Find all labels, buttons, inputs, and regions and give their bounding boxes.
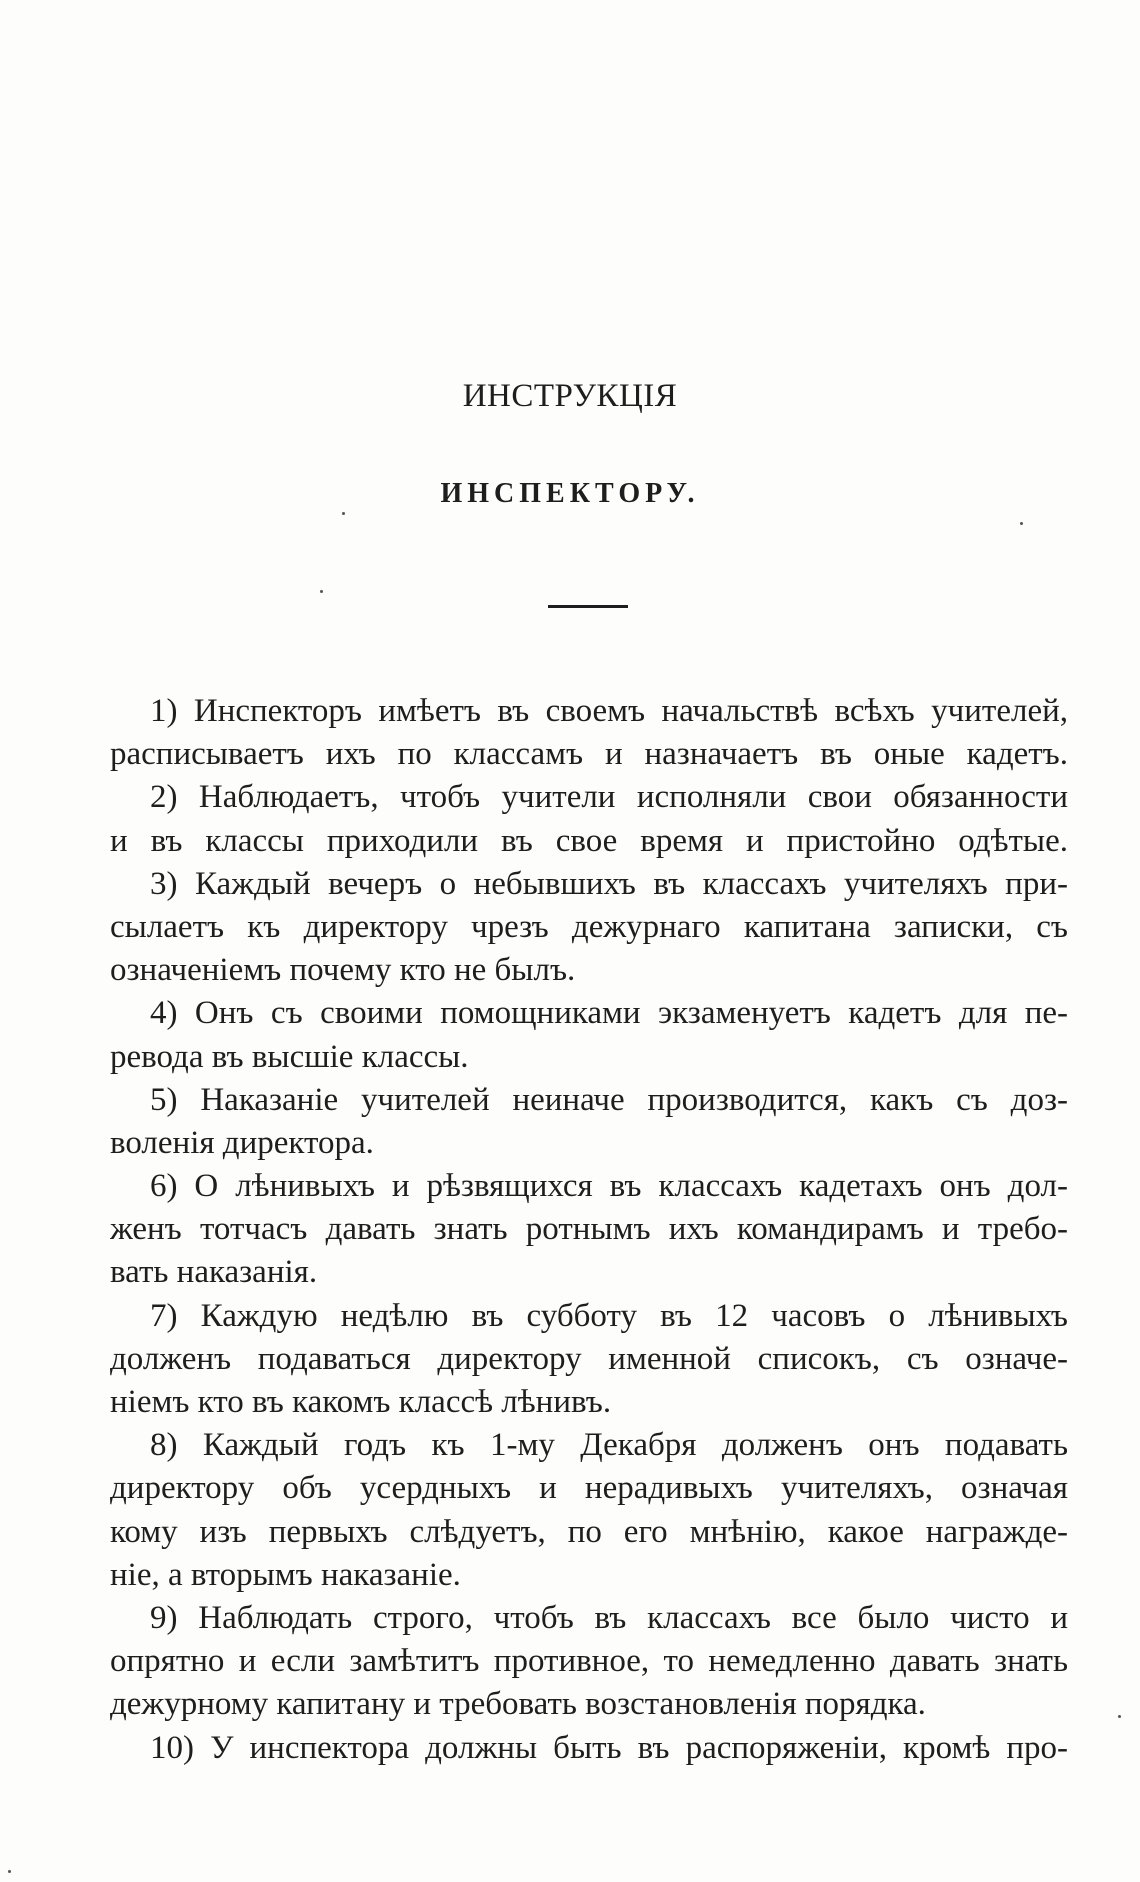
- text-line: ніемъ кто въ какомъ классѣ лѣнивъ.: [110, 1384, 612, 1420]
- text-line: директору объ усердныхъ и нерадивыхъ учителяхъ, означая: [110, 1470, 1068, 1507]
- text-line: 7) Каждую недѣлю въ субботу въ 12 часовъ о лѣнивыхъ: [150, 1297, 1068, 1334]
- text-line: 10) У инспектора должны быть въ распоряженіи, кромѣ про-: [150, 1729, 1068, 1766]
- scan-speck: [1020, 522, 1023, 525]
- scan-speck: [320, 590, 323, 593]
- text-line: опрятно и если замѣтитъ противное, то немедленно давать знать: [110, 1643, 1068, 1680]
- title-divider: [548, 605, 628, 608]
- text-line: 1) Инспекторъ имѣетъ въ своемъ начальствѣ всѣхъ учителей,: [150, 693, 1068, 729]
- text-line: кому изъ первыхъ слѣдуетъ, по его мнѣнію, какое награжде-: [110, 1513, 1068, 1550]
- text-line: долженъ подаваться директору именной списокъ, съ означе-: [110, 1340, 1068, 1377]
- text-line: 5) Наказаніе учителей неиначе производится, какъ съ доз-: [150, 1081, 1068, 1118]
- text-line: означеніемъ почему кто не былъ.: [110, 952, 576, 989]
- text-line: сылаетъ къ директору чрезъ дежурнаго капитана записки, съ: [110, 908, 1068, 945]
- text-line: вать наказанія.: [110, 1254, 318, 1291]
- text-line: ніе, а вторымъ наказаніе.: [110, 1556, 461, 1593]
- text-line: 8) Каждый годъ къ 1-му Декабря долженъ онъ подавать: [150, 1427, 1068, 1464]
- page-title: ИНСТРУКЦІЯ: [462, 378, 678, 414]
- scan-speck: [1118, 1715, 1121, 1718]
- text-line: 6) О лѣнивыхъ и рѣзвящихся въ классахъ кадетахъ онъ дол-: [150, 1168, 1068, 1205]
- text-line: 2) Наблюдаетъ, чтобъ учители исполняли свои обязанности: [150, 779, 1068, 816]
- scan-speck: [342, 512, 345, 515]
- page-subtitle: ИНСПЕКТОРУ.: [440, 478, 700, 509]
- scan-speck: [8, 1870, 11, 1873]
- text-line: женъ тотчасъ давать знать ротнымъ ихъ командирамъ и требо-: [110, 1211, 1068, 1248]
- text-line: ревода въ высшіе классы.: [110, 1038, 469, 1075]
- text-line: 9) Наблюдать строго, чтобъ въ классахъ все было чисто и: [150, 1599, 1068, 1636]
- body-text: [110, 690, 1068, 1770]
- text-line: 3) Каждый вечеръ о небывшихъ въ классахъ учителяхъ при-: [150, 865, 1068, 902]
- text-line: расписываетъ ихъ по классамъ и назначаетъ въ оные кадетъ.: [110, 736, 1068, 773]
- text-line: воленія директора.: [110, 1124, 374, 1161]
- text-line: 4) Онъ съ своими помощниками экзаменуетъ кадетъ для пе-: [150, 995, 1068, 1032]
- text-line: дежурному капитану и требовать возстановленія порядка.: [110, 1686, 926, 1723]
- text-line: и въ классы приходили въ свое время и пристойно одѣтые.: [110, 822, 1068, 859]
